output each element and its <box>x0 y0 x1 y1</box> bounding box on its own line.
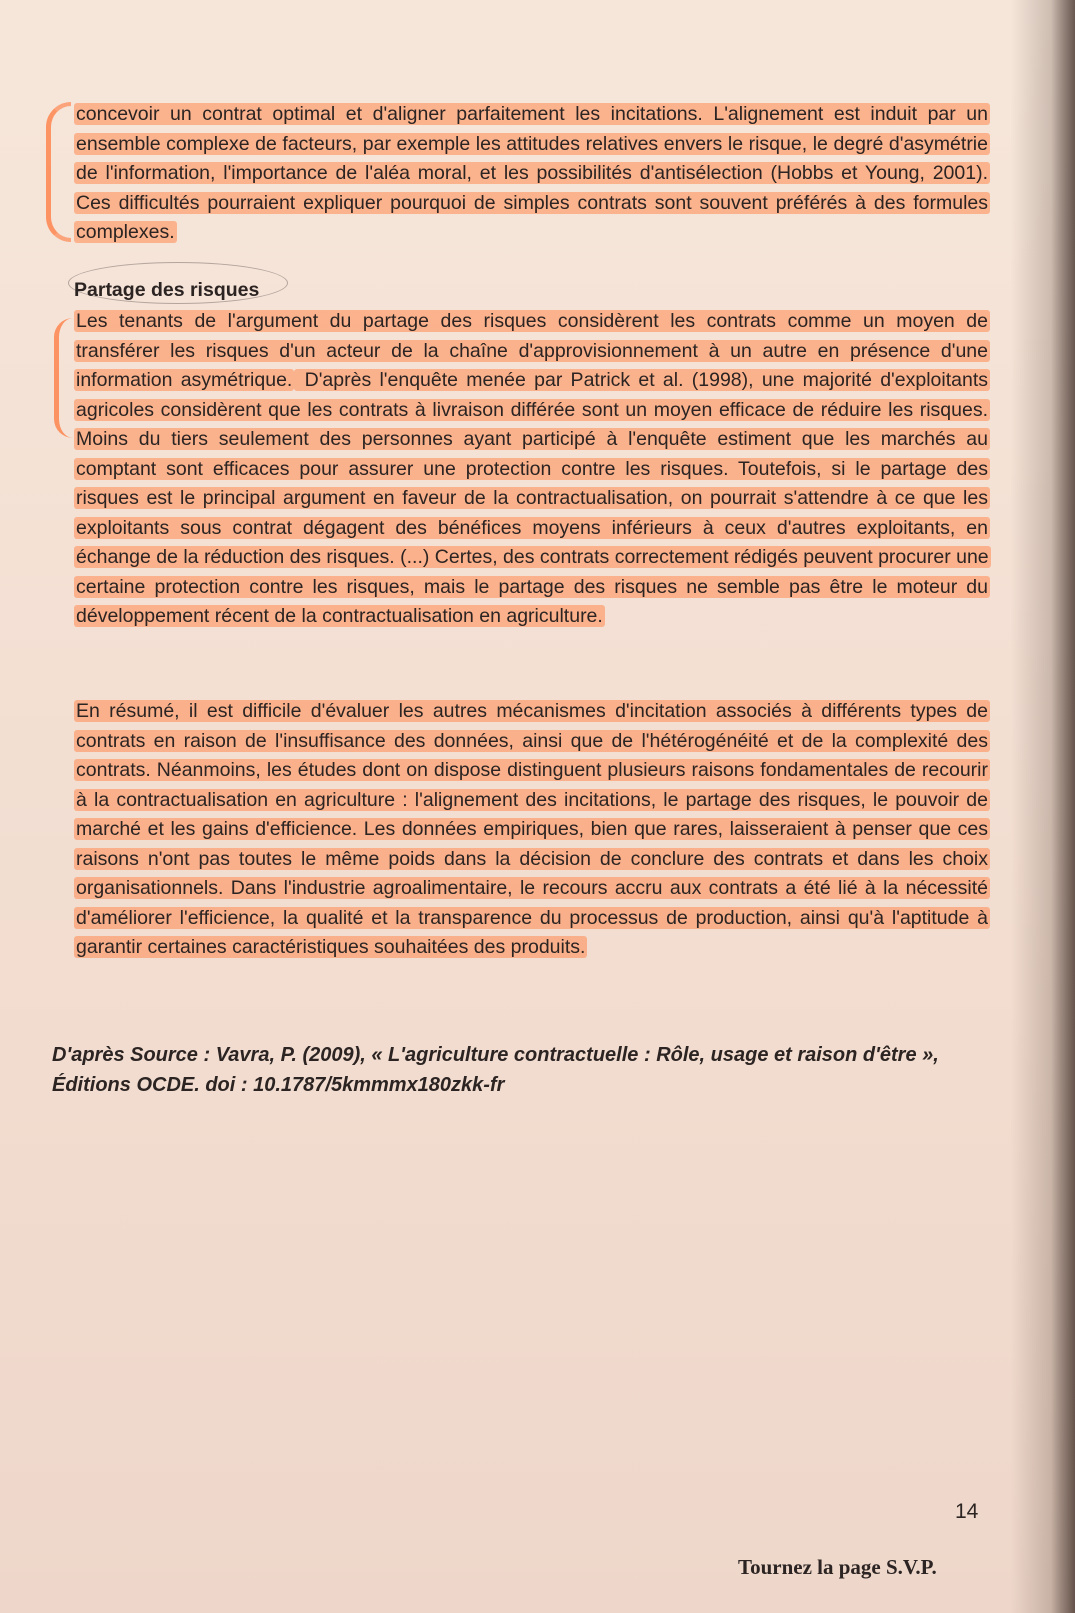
highlighted-text: D'après l'enquête menée par Patrick et al. (1998), une majorité d'exploitants agricoles considèrent que les contrats à livraison différée sont un moyen efficace de réduire les risques. Moins du tiers seulement des personnes ayant participé à l'enquête estiment que les marchés au comptant sont efficaces pour assurer une protection contre les risques. Toutefois, si le partage des risques est le principal argument en faveur de la contractualisation, on pourrait s'attendre à ce que les exploitants sous contrat dégagent des bénéfices moyens inférieurs à ceux d'autres exploitants, en échange de la réduction des risques. (...) Certes, des contrats correctement rédigés peuvent procurer une certaine protection contre les risques, mais le partage des risques ne semble pas être le moteur du développement récent de la contractualisation en agriculture. <box>76 369 989 627</box>
section-heading: Partage des risques <box>74 279 260 301</box>
margin-bracket-mark <box>46 102 71 242</box>
turn-page-note: Tournez la page S.V.P. <box>738 1555 937 1579</box>
page-number: 14 <box>955 1500 979 1523</box>
margin-bracket-mark <box>54 318 73 438</box>
paragraph-alignment <box>74 100 990 248</box>
paragraph-summary <box>74 697 990 963</box>
highlighted-text: Les tenants de l'argument du partage des risques considèrent les contrats comme un moyen de transférer les risques d'un acteur de la chaîne d'approvisionnement à un autre en présence d'une information asymétrique. <box>76 310 988 391</box>
highlighted-text: En résumé, il est difficile d'évaluer les autres mécanismes d'incitation associés à différents types de contrats en raison de l'insuffisance des données, ainsi que de l'hétérogénéité et de la complexité des contrats. Néanmoins, les études dont on dispose distinguent plusieurs raisons fondamentales de recourir à la contractualisation en agriculture : l'alignement des incitations, le partage des risques, le pouvoir de marché et les gains d'efficience. Les données empiriques, bien que rares, laisseraient à penser que ces raisons n'ont pas toutes le même poids dans la décision de conclure des contrats et dans les choix organisationnels. Dans l'industrie agroalimentaire, le recours accru aux contrats a été lié à la nécessité d'améliorer l'efficience, la qualité et la transparence du processus de production, ainsi qu'à l'aptitude à garantir certaines caractéristiques souhaitées des produits. <box>76 700 988 958</box>
highlighted-text: concevoir un contrat optimal et d'aligner parfaitement les incitations. L'alignement est induit par un ensemble complexe de facteurs, par exemple les attitudes relatives envers le risque, le degré d'asymétrie de l'information, l'importance de l'aléa moral, et les possibilités d'antisélection (Hobbs et Young, 2001). Ces difficultés pourraient expliquer pourquoi de simples contrats sont souvent préférés à des formules complexes. <box>76 103 988 243</box>
source-citation: D'après Source : Vavra, P. (2009), « L'agriculture contractuelle : Rôle, usage et raison d'être », Éditions OCDE. doi : 10.1787/5kmmmx180zkk-fr <box>52 1044 939 1096</box>
paragraph-risk-sharing <box>74 307 990 632</box>
page-edge-shadow <box>1051 0 1075 1613</box>
